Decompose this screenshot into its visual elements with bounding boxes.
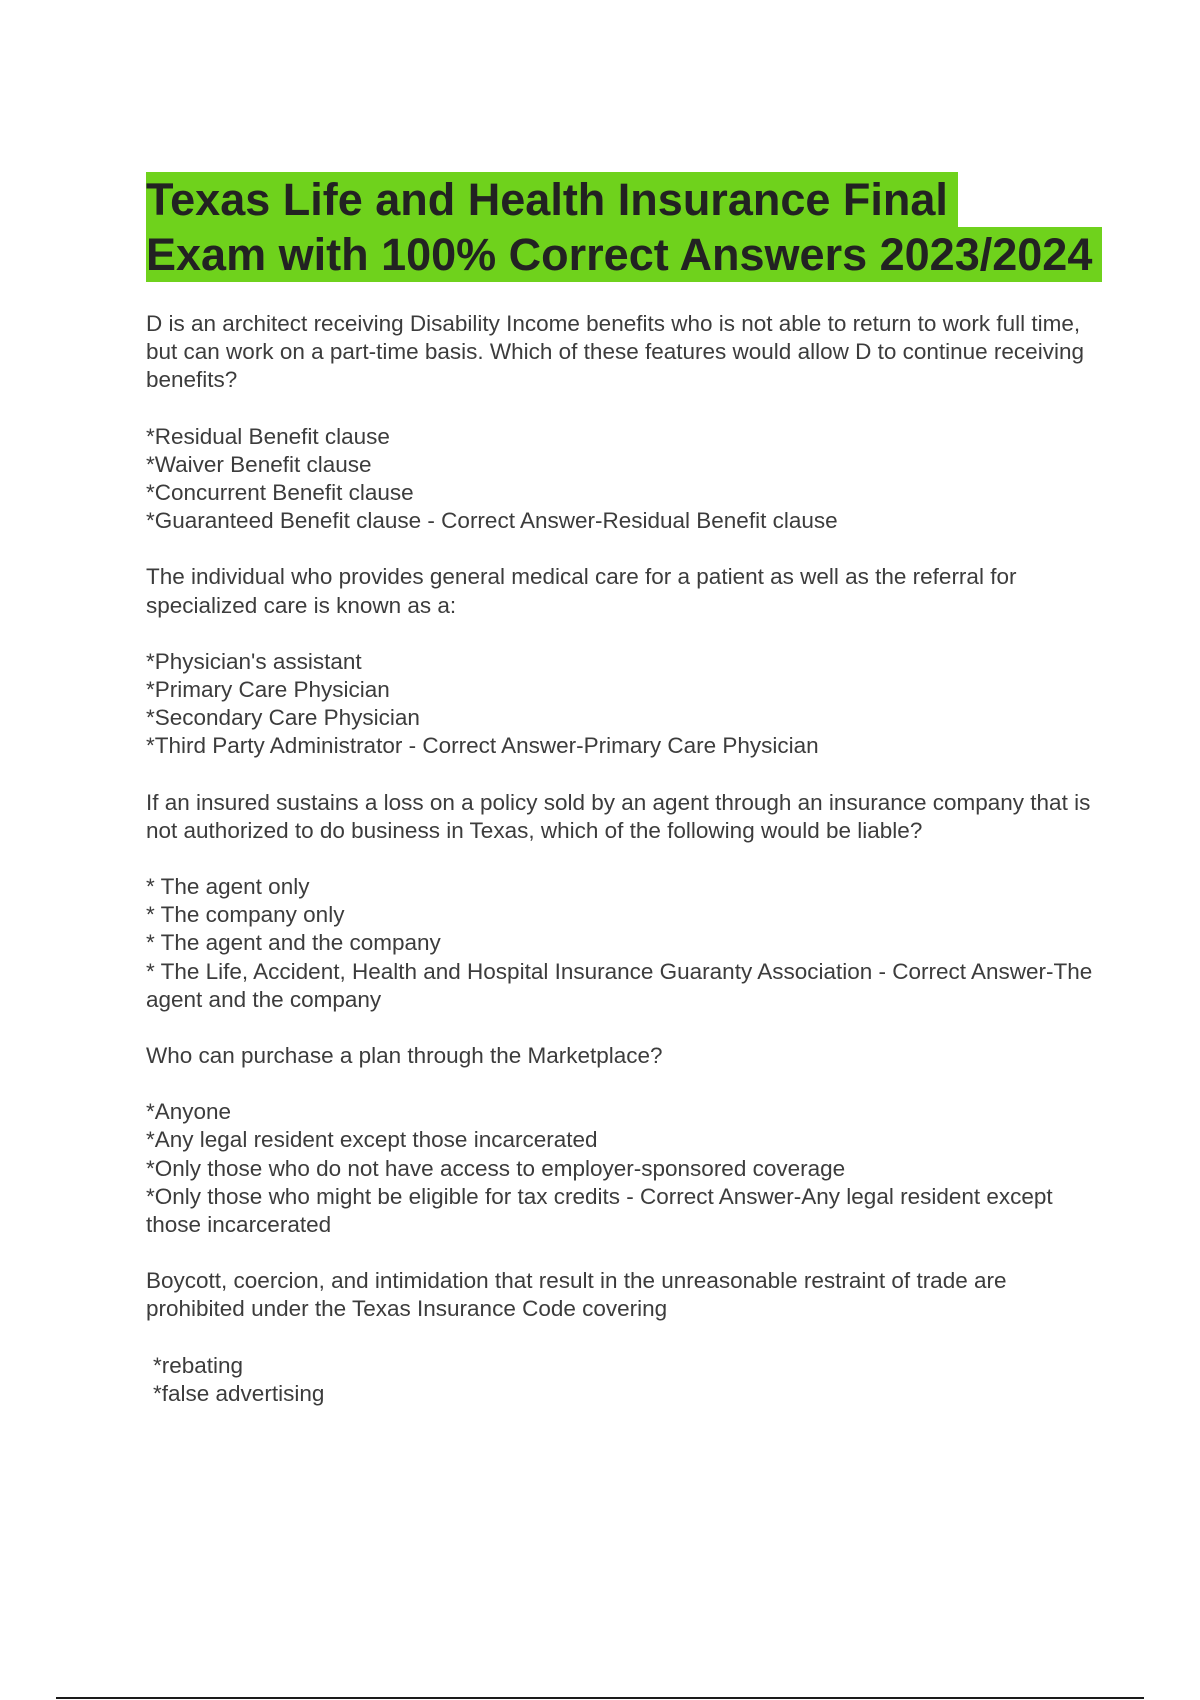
- answer-options: [146, 1352, 1106, 1408]
- title-line-1: Texas Life and Health Insurance Final: [146, 172, 958, 227]
- answer-option: *Residual Benefit clause: [146, 423, 390, 449]
- answer-option: *Anyone: [146, 1099, 232, 1125]
- question-block-1: [146, 310, 1106, 535]
- page-title: [146, 172, 1186, 282]
- answer-option: *Only those who do not have access to employer-sponsored coverage: [146, 1155, 846, 1181]
- answer-option: *Primary Care Physician: [146, 677, 390, 703]
- question-text: Boycott, coercion, and intimidation that result in the unreasonable restraint of trade are prohibited under the Texas Insurance Code covering: [146, 1268, 1007, 1322]
- answer-option: *false advertising: [153, 1380, 325, 1406]
- question-block-3: [146, 789, 1106, 1014]
- title-line-2: Exam with 100% Correct Answers 2023/2024: [146, 227, 1102, 282]
- answer-option-with-correct-answer: * The Life, Accident, Health and Hospital Insurance Guaranty Association - Correct Answer-The agent and the company: [146, 958, 1093, 1012]
- answer-option-with-correct-answer: *Third Party Administrator - Correct Answer-Primary Care Physician: [146, 733, 819, 759]
- page-bottom-rule: [56, 1697, 1144, 1699]
- answer-option: *Physician's assistant: [146, 648, 362, 674]
- answer-options: [146, 423, 1106, 536]
- question-block-5: [146, 1267, 1106, 1408]
- question-text: If an insured sustains a loss on a policy sold by an agent through an insurance company that is not authorized to do business in Texas, which of the following would be liable?: [146, 789, 1091, 843]
- question-text: D is an architect receiving Disability Income benefits who is not able to return to work full time, but can work on a part-time basis. Which of these features would allow D to continue receiving benefits?: [146, 311, 1084, 393]
- answer-option: * The company only: [146, 902, 345, 928]
- answer-option: *Concurrent Benefit clause: [146, 480, 414, 506]
- answer-option: *Waiver Benefit clause: [146, 451, 372, 477]
- question-text: Who can purchase a plan through the Marketplace?: [146, 1043, 663, 1069]
- question-block-4: [146, 1042, 1106, 1239]
- answer-option-with-correct-answer: *Only those who might be eligible for tax credits - Correct Answer-Any legal resident except those incarcerated: [146, 1183, 1053, 1238]
- answer-options: [146, 648, 1106, 761]
- answer-option: *rebating: [153, 1352, 244, 1378]
- answer-option: * The agent and the company: [146, 930, 441, 956]
- answer-option: *Any legal resident except those incarcerated: [146, 1127, 598, 1153]
- question-block-2: [146, 563, 1106, 760]
- answer-options: [146, 873, 1106, 1014]
- answer-option-with-correct-answer: *Guaranteed Benefit clause - Correct Answer-Residual Benefit clause: [146, 508, 838, 534]
- answer-option: *Secondary Care Physician: [146, 705, 420, 731]
- document-body: [146, 310, 1106, 1436]
- answer-option: * The agent only: [146, 874, 310, 900]
- question-text: The individual who provides general medical care for a patient as well as the referral for specialized care is known as a:: [146, 564, 1017, 618]
- answer-options: [146, 1098, 1106, 1239]
